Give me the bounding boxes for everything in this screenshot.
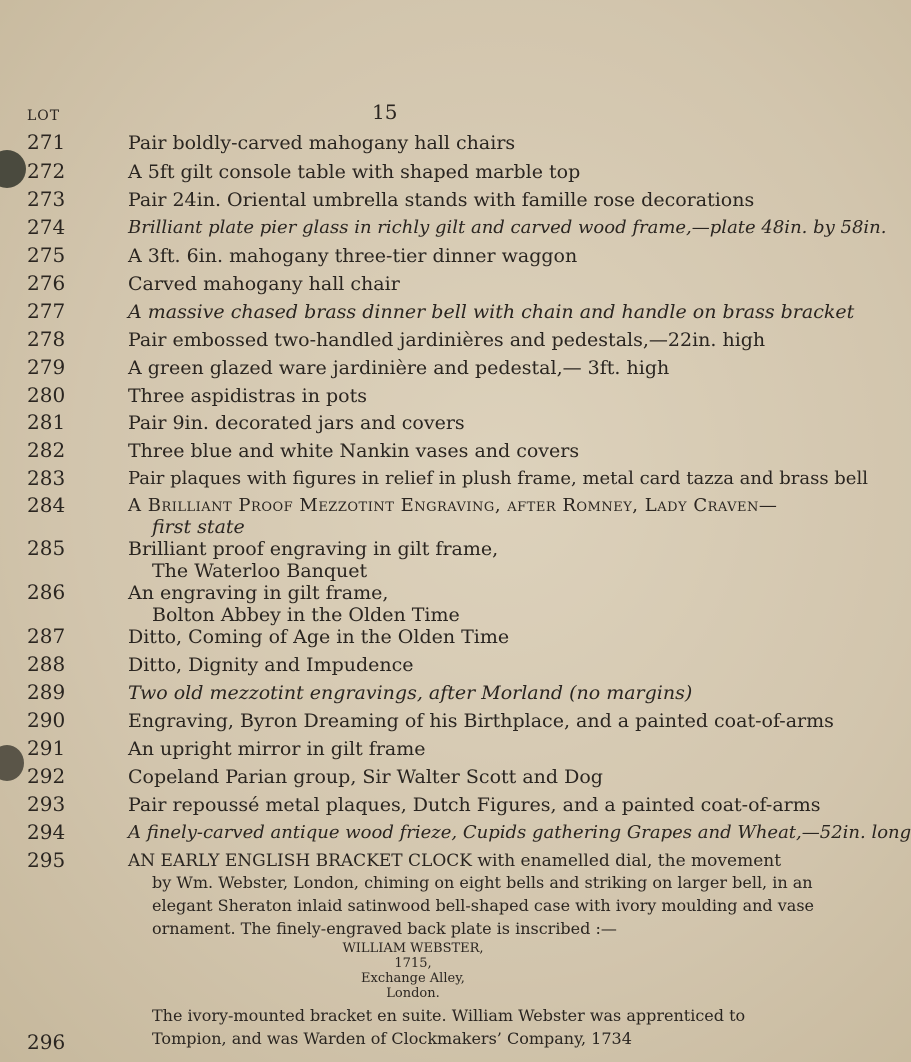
lot-number: 273 xyxy=(27,187,66,211)
lot-number: 286 xyxy=(27,580,66,604)
lot-description: Three blue and white Nankin vases and covers xyxy=(128,440,580,462)
lot-description: A Brilliant Proof Mezzotint Engraving, after Romney, Lady Craven— xyxy=(128,495,778,516)
lot-number: 272 xyxy=(27,159,66,183)
lot-number: 283 xyxy=(27,466,66,490)
lot-description: A 5ft gilt console table with shaped marble top xyxy=(128,161,581,183)
inscription-line: 1715, xyxy=(394,956,432,971)
lot-description-continued: The ivory-mounted bracket en suite. William Webster was apprenticed to xyxy=(152,1006,746,1025)
lot-description: Brilliant plate pier glass in richly gilt and carved wood frame,—plate 48in. by 58in. xyxy=(128,217,887,238)
inscription-line: London. xyxy=(386,986,440,1001)
lot-description-continued: elegant Sheraton inlaid satinwood bell-shaped case with ivory moulding and vase xyxy=(152,896,814,915)
lot-description: Two old mezzotint engravings, after Morland (no margins) xyxy=(128,682,693,704)
lot-number: 294 xyxy=(27,820,66,844)
lot-description: Engraving, Byron Dreaming of his Birthplace, and a painted coat-of-arms xyxy=(128,710,834,732)
lot-description: Pair 24in. Oriental umbrella stands with famille rose decorations xyxy=(128,189,755,211)
lot-number: 274 xyxy=(27,215,66,239)
lot-description-continued: The Waterloo Banquet xyxy=(152,560,368,582)
lot-description: A green glazed ware jardinière and pedestal,— 3ft. high xyxy=(128,357,670,379)
lot-number: 277 xyxy=(27,299,66,323)
lot-number: 291 xyxy=(27,736,66,760)
lot-description: A finely-carved antique wood frieze, Cupids gathering Grapes and Wheat,—52in. long xyxy=(128,822,911,843)
lot-description: Ditto, Dignity and Impudence xyxy=(128,654,414,676)
binding-hole-bottom xyxy=(0,745,24,781)
lot-number: 293 xyxy=(27,792,66,816)
lot-number: 275 xyxy=(27,243,66,267)
lot-description: Copeland Parian group, Sir Walter Scott and Dog xyxy=(128,766,603,788)
lot-description-continued: first state xyxy=(152,516,245,538)
lot-description: Pair 9in. decorated jars and covers xyxy=(128,412,465,434)
lot-description: An upright mirror in gilt frame xyxy=(128,738,426,760)
lot-number: 276 xyxy=(27,271,66,295)
lot-number: 285 xyxy=(27,536,66,560)
lot-description: Brilliant proof engraving in gilt frame, xyxy=(128,538,499,560)
lot-column-header: LOT xyxy=(27,108,61,124)
lot-number: 287 xyxy=(27,624,66,648)
lot-number: 280 xyxy=(27,383,66,407)
lot-number: 279 xyxy=(27,355,66,379)
lot-description-continued: Tompion, and was Warden of Clockmakers’ Company, 1734 xyxy=(152,1029,632,1048)
lot-number: 296 xyxy=(27,1030,66,1054)
lot-number: 271 xyxy=(27,130,66,154)
lot-description: Ditto, Coming of Age in the Olden Time xyxy=(128,626,510,648)
lot-number: 290 xyxy=(27,708,66,732)
binding-hole-top xyxy=(0,150,26,188)
lot-description: AN EARLY ENGLISH BRACKET CLOCK with enamelled dial, the movement xyxy=(128,851,782,871)
lot-description-continued: ornament. The finely-engraved back plate is inscribed :— xyxy=(152,919,617,938)
lot-description-continued: Bolton Abbey in the Olden Time xyxy=(152,604,460,626)
lot-description: Pair embossed two-handled jardinières and pedestals,—22in. high xyxy=(128,329,766,351)
page-number: 15 xyxy=(372,100,398,124)
lot-number: 284 xyxy=(27,493,66,517)
lot-number: 295 xyxy=(27,848,66,872)
lot-number: 282 xyxy=(27,438,66,462)
lot-number: 288 xyxy=(27,652,66,676)
lot-description: A 3ft. 6in. mahogany three-tier dinner waggon xyxy=(128,245,578,267)
lot-description: A massive chased brass dinner bell with chain and handle on brass bracket xyxy=(128,301,855,323)
lot-description: Three aspidistras in pots xyxy=(128,385,368,407)
inscription-line: Exchange Alley, xyxy=(361,971,465,986)
lot-number: 292 xyxy=(27,764,66,788)
lot-description: Pair repoussé metal plaques, Dutch Figures, and a painted coat-of-arms xyxy=(128,794,821,816)
lot-number: 281 xyxy=(27,410,66,434)
inscription-line: WILLIAM WEBSTER, xyxy=(342,941,484,956)
lot-description: Carved mahogany hall chair xyxy=(128,273,400,295)
lot-number: 278 xyxy=(27,327,66,351)
lot-description: An engraving in gilt frame, xyxy=(128,582,389,604)
lot-description-continued: by Wm. Webster, London, chiming on eight bells and striking on larger bell, in an xyxy=(152,873,813,892)
lot-number: 289 xyxy=(27,680,66,704)
lot-description: Pair plaques with figures in relief in plush frame, metal card tazza and brass bell xyxy=(128,468,868,489)
lot-description: Pair boldly-carved mahogany hall chairs xyxy=(128,132,516,154)
